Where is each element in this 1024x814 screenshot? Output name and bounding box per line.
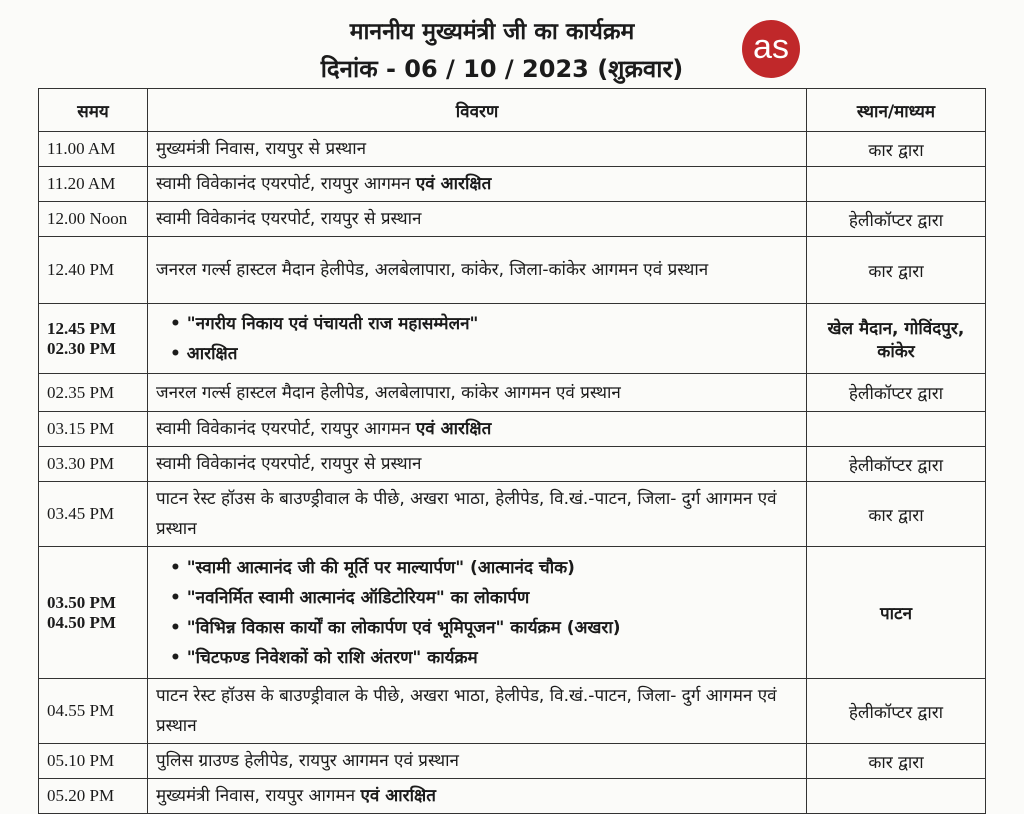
table-row [39,132,986,167]
description: स्वामी विवेकानंद एयरपोर्ट, रायपुर से प्रस्थान [156,209,422,229]
place-cell: हेलीकॉप्टर द्वारा [807,447,986,482]
description: पाटन रेस्ट हॉउस के बाउण्ड्रीवाल के पीछे, अखरा भाठा, हेलीपेड, वि.खं.-पाटन, जिला- दुर्ग आगमन एवं प्रस्थान [156,686,777,736]
table-row [39,482,986,547]
time-cell [39,482,148,547]
time: 04.55 PM [47,701,115,720]
list-item: • "विभिन्न विकास कार्यों का लोकार्पण एवं भूमिपूजन" कार्यक्रम (अखरा) [170,613,798,643]
description: जनरल गर्ल्स हास्टल मैदान हेलीपेड, अलबेलापारा, कांकेर आगमन एवं प्रस्थान [156,382,621,403]
table-row [39,744,986,779]
place-cell: हेलीकॉप्टर द्वारा [807,679,986,744]
time-cell [39,304,148,374]
time: 03.45 PM [47,504,115,523]
description-cell [148,167,807,202]
document-title: माननीय मुख्यमंत्री जी का कार्यक्रम [349,19,635,45]
place-cell [807,167,986,202]
description-cell [148,374,807,412]
list-item: • "नवनिर्मित स्वामी आत्मानंद ऑडिटोरियम" का लोकार्पण [170,583,798,613]
place-cell [807,412,986,447]
time: 11.00 AM [47,139,116,158]
list-item: • "नगरीय निकाय एवं पंचायती राज महासम्मेलन" [170,309,798,339]
description-bold: एवं आरक्षित [415,174,492,194]
time: 05.10 PM [47,751,115,770]
description: पाटन रेस्ट हॉउस के बाउण्ड्रीवाल के पीछे, अखरा भाठा, हेलीपेड, वि.खं.-पाटन, जिला- दुर्ग आगमन एवं प्रस्थान [156,489,777,539]
table-row [39,304,986,374]
end-time: 02.30 PM [47,338,116,358]
time-cell [39,779,148,814]
place-cell: खेल मैदान, गोविंदपुर, कांकेर [807,304,986,374]
list-item: • "चिटफण्ड निवेशकों को राशि अंतरण" कार्यक्रम [170,643,798,673]
place-cell: हेलीकॉप्टर द्वारा [807,374,986,412]
description: स्वामी विवेकानंद एयरपोर्ट, रायपुर आगमन [156,174,411,194]
time-cell [39,132,148,167]
description-cell [148,412,807,447]
col-time: समय [39,89,148,132]
description-cell [148,304,807,374]
time-cell [39,447,148,482]
date-line: दिनांक - 06 / 10 / 2023 (शुक्रवार) [320,55,684,83]
description-cell [148,482,807,547]
table-row [39,679,986,744]
time-cell [39,167,148,202]
description: मुख्यमंत्री निवास, रायपुर से प्रस्थान [156,139,367,159]
time: 02.35 PM [47,382,115,402]
table-row [39,202,986,237]
time-cell [39,412,148,447]
time-cell [39,547,148,679]
place-cell: हेलीकॉप्टर द्वारा [807,202,986,237]
time: 12.40 PM [47,260,115,279]
time-cell [39,202,148,237]
place-cell: कार द्वारा [807,744,986,779]
description-cell [148,237,807,304]
col-place: स्थान/माध्यम [807,89,986,132]
description-cell [148,679,807,744]
table-header [39,89,986,132]
place-cell [807,779,986,814]
table-row [39,447,986,482]
list-item: • आरक्षित [170,339,798,369]
place-cell: पाटन [807,547,986,679]
table-row [39,237,986,304]
end-time: 04.50 PM [47,612,116,632]
bullet-list [156,553,798,673]
description-cell [148,132,807,167]
description-cell [148,744,807,779]
description-cell [148,447,807,482]
description: पुलिस ग्राउण्ड हेलीपेड, रायपुर आगमन एवं प्रस्थान [156,751,459,771]
description-bold: एवं आरक्षित [415,419,492,439]
table-row [39,167,986,202]
description: जनरल गर्ल्स हास्टल मैदान हेलीपेड, अलबेलापारा, कांकेर, जिला-कांकेर आगमन एवं प्रस्थान [156,260,709,280]
time-cell [39,237,148,304]
description: स्वामी विवेकानंद एयरपोर्ट, रायपुर से प्रस्थान [156,454,422,474]
table-row [39,374,986,412]
description-cell [148,547,807,679]
place-cell: कार द्वारा [807,132,986,167]
description: स्वामी विवेकानंद एयरपोर्ट, रायपुर आगमन [156,419,411,439]
list-item: • "स्वामी आत्मानंद जी की मूर्ति पर माल्यार्पण" (आत्मानंद चौक) [170,553,798,583]
time: 03.30 PM [47,454,115,473]
time: 05.20 PM [47,786,115,805]
col-description: विवरण [148,89,807,132]
description-cell [148,202,807,237]
description-cell [148,779,807,814]
table-row [39,547,986,679]
time-cell [39,374,148,412]
place-cell: कार द्वारा [807,482,986,547]
description: मुख्यमंत्री निवास, रायपुर आगमन [156,786,356,806]
place-cell: कार द्वारा [807,237,986,304]
time-cell [39,679,148,744]
time: 11.20 AM [47,174,116,193]
start-time: 03.50 PM [47,592,116,612]
logo: as [742,20,800,78]
time: 03.15 PM [47,419,115,438]
time: 12.00 Noon [47,209,128,228]
description-bold: एवं आरक्षित [360,786,436,806]
table-row [39,412,986,447]
table-row [39,779,986,814]
schedule-table [38,88,986,814]
start-time: 12.45 PM [47,318,116,338]
time-cell [39,744,148,779]
bullet-list [156,309,798,369]
